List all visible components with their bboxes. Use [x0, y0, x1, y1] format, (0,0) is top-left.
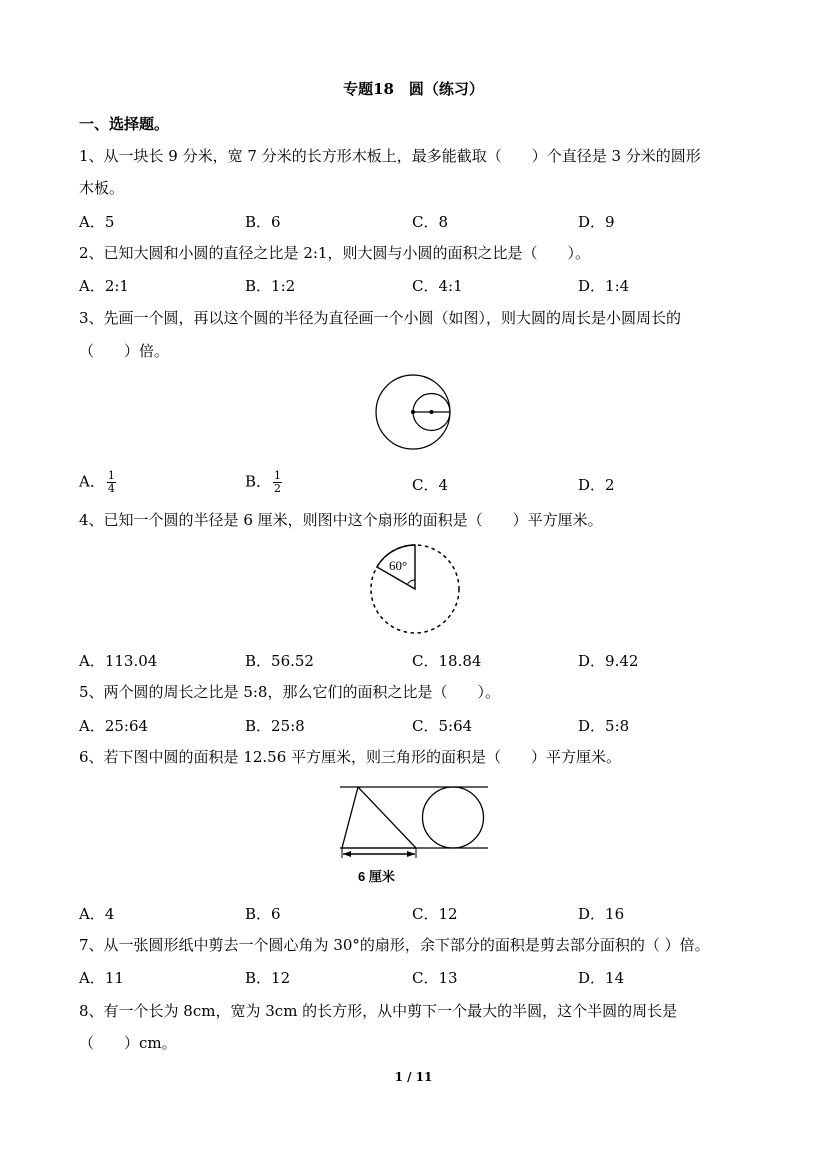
fraction-numerator: 1	[274, 469, 282, 482]
arrow-right	[407, 851, 415, 857]
fraction-one-quarter	[107, 470, 116, 495]
q7-option-c: C．13	[412, 969, 458, 987]
question-7-text: 7、从一张圆形纸中剪去一个圆心角为 30°的扇形，余下部分的面积是剪去部分面积的（ ）倍。	[79, 936, 710, 954]
q6-option-c: C．12	[412, 905, 458, 923]
question-8-text: 8、有一个长为 8cm，宽为 3cm 的长方形，从中剪下一个最大的半圆，这个半圆的周长是	[79, 1002, 678, 1020]
fraction-one-half	[273, 470, 282, 495]
angle-arc	[407, 580, 415, 585]
dimension-label: 6 厘米	[358, 869, 395, 884]
sector-figure	[368, 542, 462, 636]
center-point-small	[430, 410, 434, 414]
fraction-numerator: 1	[107, 469, 115, 482]
question-1-text: 1、从一块长 9 分米，宽 7 分米的长方形木板上，最多能截取（ ）个直径是 3 分米的圆形	[79, 147, 701, 165]
q2-option-a: A．2:1	[79, 277, 129, 295]
q1-option-b: B．6	[245, 213, 281, 231]
section-heading: 一、选择题。	[79, 115, 170, 133]
q2-option-c: C．4:1	[412, 277, 463, 295]
question-3-text: 3、先画一个圆，再以这个圆的半径为直径画一个小圆（如图），则大圆的周长是小圆周长的	[79, 309, 682, 327]
q5-option-d: D．5:8	[578, 717, 630, 735]
question-8-text-cont: （ ）cm。	[79, 1034, 177, 1052]
q5-option-b: B．25:8	[245, 717, 305, 735]
center-point-large	[411, 410, 415, 414]
question-1-text-cont: 木板。	[79, 179, 125, 197]
q4-option-a: A．113.04	[79, 652, 158, 670]
q5-option-c: C．5:64	[412, 717, 473, 735]
fraction-denominator: 2	[274, 482, 282, 495]
question-2-text: 2、已知大圆和小圆的直径之比是 2:1，则大圆与小圆的面积之比是（ ）。	[79, 244, 590, 262]
arrow-left	[343, 851, 351, 857]
q2-option-b: B．1:2	[245, 277, 296, 295]
q3-option-c: C．4	[412, 476, 449, 494]
q4-option-d: D．9.42	[578, 652, 639, 670]
q7-option-b: B．12	[245, 969, 291, 987]
q3-option-a	[79, 470, 116, 495]
q6-option-a: A．4	[79, 905, 115, 923]
q4-option-c: C．18.84	[412, 652, 482, 670]
q1-option-c: C．8	[412, 213, 449, 231]
fraction-denominator: 4	[107, 482, 115, 495]
question-5-text: 5、两个圆的周长之比是 5:8，那么它们的面积之比是（ ）。	[79, 683, 500, 701]
angle-label: 60°	[389, 558, 408, 573]
q6-option-b: B．6	[245, 905, 281, 923]
q1-option-a: A．5	[79, 213, 115, 231]
q7-option-a: A．11	[79, 969, 124, 987]
question-6-text: 6、若下图中圆的面积是 12.56 平方厘米，则三角形的面积是（ ）平方厘米。	[79, 748, 622, 766]
q3-option-a-label: A．	[79, 472, 105, 491]
inscribed-circle	[423, 787, 484, 848]
q5-option-a: A．25:64	[79, 717, 149, 735]
page-number: 1 / 11	[394, 1070, 433, 1084]
q6-option-d: D．16	[578, 905, 625, 923]
question-4-text: 4、已知一个圆的半径是 6 厘米，则图中这个扇形的面积是（ ）平方厘米。	[79, 511, 603, 529]
q4-option-b: B．56.52	[245, 652, 314, 670]
q3-option-b-label: B．	[245, 472, 272, 491]
q3-option-d: D．2	[578, 476, 615, 494]
q1-option-d: D．9	[578, 213, 615, 231]
q3-option-b	[245, 470, 282, 495]
q2-option-d: D．1:4	[578, 277, 630, 295]
question-3-text-cont: （ ）倍。	[79, 342, 170, 360]
triangle	[342, 787, 416, 848]
nested-circles-figure	[372, 372, 458, 454]
triangle-circle-figure	[336, 782, 492, 888]
q7-option-d: D．14	[578, 969, 625, 987]
page-title: 专题18 圆（练习）	[343, 80, 484, 98]
